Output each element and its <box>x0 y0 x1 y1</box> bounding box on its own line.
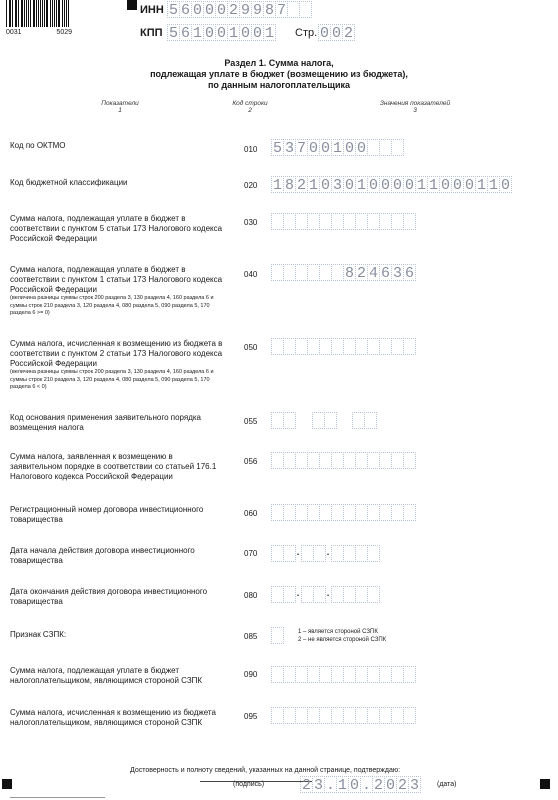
row-020-code: 020 <box>244 181 258 190</box>
barcode-bar <box>62 0 63 27</box>
cell: 0 <box>252 25 262 42</box>
cell: 0 <box>331 25 341 42</box>
tax-090-field[interactable] <box>271 666 415 683</box>
row-055-code: 055 <box>244 417 258 426</box>
tax-040-field[interactable] <box>271 264 415 281</box>
cell: 1 <box>428 177 438 194</box>
cell: 9 <box>240 2 250 19</box>
row-090-code: 090 <box>244 670 258 679</box>
cell: . <box>361 777 371 794</box>
date-separator: · <box>325 546 331 561</box>
start-year[interactable] <box>331 545 379 562</box>
row-095-code: 095 <box>244 712 258 721</box>
date-separator: · <box>295 546 301 561</box>
cell: 0 <box>320 140 330 157</box>
inn-label: ИНН <box>140 4 164 16</box>
cell: 3 <box>392 265 402 282</box>
basis-code-part-2[interactable] <box>312 412 336 429</box>
row-095-label: Сумма налога, исчисленная к возмещению из бюджета налогоплательщиком, являющимся стороной СЗПК <box>10 708 216 727</box>
row-056-label: Сумма налога, заявленная к возмещению в заявительном порядке в соответствии со статьей 176.1 Налогового кодекса Российской Федерации <box>10 452 217 481</box>
cell: 0 <box>385 777 395 794</box>
cell <box>367 545 380 562</box>
end-month[interactable] <box>301 586 325 603</box>
cell: 1 <box>488 177 498 194</box>
corner-marker-bottom-left <box>2 779 12 789</box>
row-080-label: Дата окончания действия договора инвестиционного товарищества <box>10 587 208 606</box>
column-3-title: Значения показателей <box>379 100 451 107</box>
tax-095-field[interactable] <box>271 707 415 724</box>
column-header-1 <box>80 100 160 114</box>
barcode-bar <box>58 0 59 27</box>
row-040-code: 040 <box>244 270 258 279</box>
corner-marker-top <box>127 0 137 10</box>
cell: 1 <box>228 25 238 42</box>
barcode-bar <box>52 0 53 27</box>
section-title <box>0 58 558 91</box>
row-040-label <box>10 265 225 318</box>
cell: 4 <box>368 265 378 282</box>
tax-030-field[interactable] <box>271 213 415 230</box>
cell: 0 <box>368 177 378 194</box>
cell: 3 <box>332 177 342 194</box>
cell <box>367 586 380 603</box>
cell <box>324 412 337 429</box>
row-090-label: Сумма налога, подлежащая уплате в бюджет налогоплательщиком, являющимся стороной СЗПК <box>10 666 203 685</box>
cell: 0 <box>452 177 462 194</box>
barcode-bar <box>30 0 31 27</box>
row-070-label: Дата начала действия договора инвестиционного товарищества <box>10 546 195 565</box>
title-line-2: подлежащая уплате в бюджет (возмещению из бюджета), <box>150 69 408 79</box>
row-040-text: Сумма налога, подлежащая уплате в бюджет в соответствии с пунктом 1 статьи 173 Налогового кодекса Российской Федерации <box>10 265 223 294</box>
row-050-note: (величина разницы суммы строк 200 раздела 3, 130 раздела 4, 160 раздела 6 и суммы строк 210 раздела 3, 120 раздела 4, 080 раздела 5, 090 раздела 5, 170 раздела 6 < 0) <box>10 369 214 390</box>
kpp-cells <box>167 24 275 41</box>
barcode-number-left: 0031 <box>6 29 22 36</box>
cell: 0 <box>308 140 318 157</box>
cell: . <box>325 777 335 794</box>
szpk-flag-field[interactable] <box>271 627 283 644</box>
signature-caption: (подпись) <box>233 781 265 788</box>
cell: 1 <box>308 177 318 194</box>
confirmation-text: Достоверность и полноту сведений, указанных на данной странице, подтверждаю: <box>130 767 401 774</box>
inn-cells <box>167 1 311 18</box>
cell: 0 <box>440 177 450 194</box>
barcode-bar <box>28 0 29 27</box>
cell: 5 <box>272 140 282 157</box>
cell: 6 <box>180 25 190 42</box>
row-070-code: 070 <box>244 549 258 558</box>
cell: 3 <box>409 777 419 794</box>
cell: 0 <box>319 25 329 42</box>
cell <box>299 1 312 18</box>
cell: 1 <box>192 25 202 42</box>
end-date-field[interactable] <box>271 586 379 603</box>
szpk-note-1: 1 – является стороной СЗПК <box>298 629 378 635</box>
row-040-note: (величина разницы суммы строк 200 раздела 3, 130 раздела 4, 160 раздела 6 и суммы строк 210 раздела 3, 120 раздела 4, 080 раздела 5, 090 раздела 5, 170 раздела 6 >= 0) <box>10 295 214 316</box>
cell: 2 <box>397 777 407 794</box>
row-030-code: 030 <box>244 218 258 227</box>
barcode-number <box>6 29 72 36</box>
cell: 1 <box>416 177 426 194</box>
cell: 1 <box>332 140 342 157</box>
cell: 6 <box>180 2 190 19</box>
cell <box>391 139 404 156</box>
column-header-2 <box>215 100 285 114</box>
column-2-title: Код строки <box>232 100 268 107</box>
cell: 5 <box>168 25 178 42</box>
cell: 2 <box>356 265 366 282</box>
cell: 0 <box>204 25 214 42</box>
cell: 9 <box>252 2 262 19</box>
cell: 8 <box>344 265 354 282</box>
cell: 3 <box>284 140 294 157</box>
row-050-label <box>10 339 225 392</box>
barcode-bar <box>12 0 13 27</box>
cell: 0 <box>404 177 414 194</box>
barcode-bar <box>42 0 43 27</box>
row-055-label: Код основания применения заявительного порядка возмещения налога <box>10 413 202 432</box>
cell: 0 <box>380 177 390 194</box>
barcode <box>6 0 70 28</box>
cell: 1 <box>337 777 347 794</box>
cell: 3 <box>313 777 323 794</box>
cell: 6 <box>404 265 414 282</box>
row-056-code: 056 <box>244 457 258 466</box>
barcode-bar <box>68 0 69 27</box>
row-080-code: 080 <box>244 591 258 600</box>
cell: 0 <box>392 177 402 194</box>
barcode-bar <box>6 0 7 27</box>
cell: 2 <box>228 2 238 19</box>
cell: 2 <box>373 777 383 794</box>
cell: 0 <box>356 140 366 157</box>
cell <box>403 338 416 355</box>
cell: 8 <box>264 2 274 19</box>
kbk-field[interactable] <box>271 176 511 193</box>
cell: 0 <box>320 177 330 194</box>
date-caption: (дата) <box>437 781 457 788</box>
barcode-bar <box>38 0 39 27</box>
row-010-code: 010 <box>244 145 258 154</box>
cell: 0 <box>240 25 250 42</box>
cell: 5 <box>168 2 178 19</box>
cell: 1 <box>264 25 274 42</box>
column-1-number: 1 <box>118 107 122 114</box>
start-date-field[interactable] <box>271 545 379 562</box>
cell: 7 <box>296 140 306 157</box>
szpk-note-2: 2 – не является стороной СЗПК <box>298 637 387 643</box>
barcode-bar <box>22 0 23 27</box>
cell: 0 <box>344 177 354 194</box>
cell: 7 <box>276 2 286 19</box>
tax-056-field[interactable] <box>271 452 415 469</box>
contract-number-field[interactable] <box>271 504 415 521</box>
row-085-code: 085 <box>244 632 258 641</box>
cell <box>283 412 296 429</box>
barcode-bar <box>47 0 48 27</box>
cell: 1 <box>476 177 486 194</box>
cell: 2 <box>301 777 311 794</box>
cell <box>403 452 416 469</box>
row-060-code: 060 <box>244 509 258 518</box>
cell <box>403 213 416 230</box>
row-060-label: Регистрационный номер договора инвестиционного товарищества <box>10 505 204 524</box>
bottom-line <box>10 797 105 798</box>
barcode-number-right: 5029 <box>56 29 72 36</box>
cell: 2 <box>296 177 306 194</box>
start-month[interactable] <box>301 545 325 562</box>
oktmo-field[interactable] <box>271 139 403 156</box>
cell <box>364 412 377 429</box>
cell: 0 <box>500 177 510 194</box>
column-2-number: 2 <box>248 107 252 114</box>
cell <box>271 627 284 644</box>
row-050-text: Сумма налога, исчисленная к возмещению из бюджета в соответствии с пунктом 2 статьи 173 Налогового кодекса Российской Федерации <box>10 339 223 368</box>
cell: 6 <box>380 265 390 282</box>
end-year[interactable] <box>331 586 379 603</box>
cell <box>403 666 416 683</box>
cell: 0 <box>204 2 214 19</box>
barcode-bar <box>16 0 17 27</box>
title-line-3: по данным налогоплательщика <box>208 80 350 90</box>
cell: 1 <box>356 177 366 194</box>
cell: 0 <box>464 177 474 194</box>
row-020-label: Код бюджетной классификации <box>10 178 128 187</box>
cell: 0 <box>192 2 202 19</box>
basis-code-part-1[interactable] <box>271 412 295 429</box>
row-085-label: Признак СЗПК: <box>10 630 67 639</box>
date-separator: · <box>325 587 331 602</box>
start-day[interactable] <box>271 545 295 562</box>
basis-code-part-3[interactable] <box>352 412 376 429</box>
cell: 0 <box>344 140 354 157</box>
cell <box>403 504 416 521</box>
date-field[interactable] <box>300 776 420 793</box>
page-cells <box>318 24 354 41</box>
kpp-label: КПП <box>140 27 163 39</box>
column-1-title: Показатели <box>101 100 139 107</box>
column-3-number: 3 <box>413 107 417 114</box>
row-030-label: Сумма налога, подлежащая уплате в бюджет в соответствии с пунктом 5 статьи 173 Налогового кодекса Российской Федерации <box>10 214 223 243</box>
column-header-3 <box>360 100 470 114</box>
cell: 0 <box>216 25 226 42</box>
date-separator: · <box>295 587 301 602</box>
corner-marker-bottom-right <box>540 779 550 789</box>
page-label: Стр. <box>295 27 318 39</box>
cell: 8 <box>284 177 294 194</box>
cell: 1 <box>272 177 282 194</box>
cell: 2 <box>343 25 353 42</box>
tax-050-field[interactable] <box>271 338 415 355</box>
row-050-code: 050 <box>244 343 258 352</box>
szpk-notes <box>298 628 386 644</box>
cell: 0 <box>216 2 226 19</box>
title-line-1: Раздел 1. Сумма налога, <box>224 58 334 68</box>
row-010-label: Код по ОКТМО <box>10 141 66 150</box>
cell: 0 <box>349 777 359 794</box>
cell <box>403 707 416 724</box>
end-day[interactable] <box>271 586 295 603</box>
